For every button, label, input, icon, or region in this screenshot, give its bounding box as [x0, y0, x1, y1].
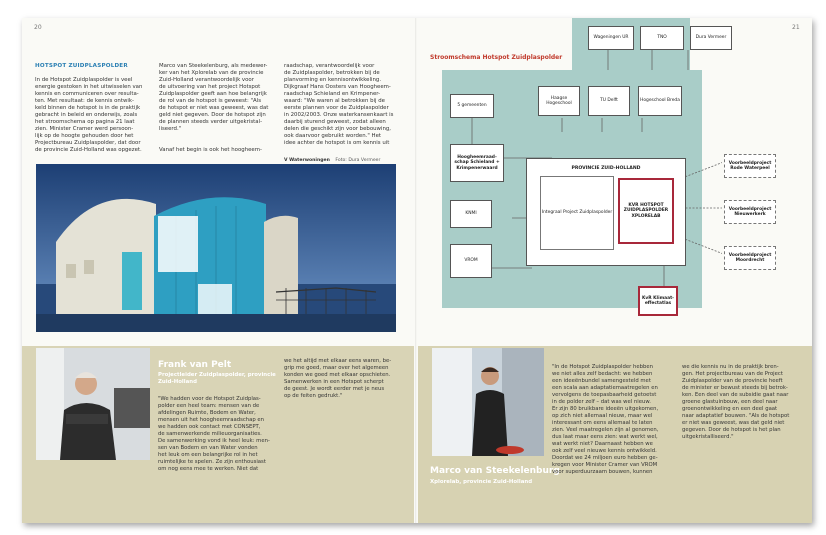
- box-dura-vermeer: Dura Vermeer: [690, 26, 732, 50]
- magazine-spread: [22, 18, 812, 523]
- page-number-right: 21: [792, 24, 800, 31]
- marco-quote-part-1: "In de Hotspot Zuidplaspolder hebben we niet alles zelf bedacht: we hebben een ideeënbundel samengesteld met een scala aan adaptatiemaatregelen en vervolgens de toepasbaarheid getoetst in de polder zelf – dat was wel nieuw. Er zijn 80 bruikbare ideeën uitgekomen, op zich niet allemaal nieuw, maar wel interessant om eens allemaal te laten zien. Veel maatregelen zijn al genomen, dus laat maar eens zien: wat werkt wel, wat werkt niet? Daarnaast hebben we ook zelf veel nieuwe kennis ontwikkeld. Doordat we 24 miljoen euro hebben ge- kregen voor Minister Cramer van VROM voor superduurzaam bouwen, kunnen: [552, 364, 659, 475]
- spine-shadow: [415, 18, 417, 523]
- box-vrom: VROM: [450, 244, 492, 278]
- marco-photo: [432, 348, 544, 456]
- box-tu-delft: TU Delft: [588, 86, 630, 116]
- column-2-paragraph-1: Marco van Steekelenburg, als medewer- ker van het Xplorelab van de provincie Zuid-Holland verantwoordelijk voor de uitvoering van het project Hotspot Zuidplaspolder geeft aan hoe belangrijk de rol van de hotspot is geweest: "Als de hotspot er niet was geweest, was dat geld niet gegeven. Door de hotspot zijn de plannen steeds verder uitgekristal- liseerd.": [159, 63, 269, 132]
- frank-quote-part-1: "We hadden voor de Hotspot Zuidplas- polder een heel team: mensen van de afdelingen Ruimte, Bodem en Water, mensen uit het hoogheemraadschap en we hadden ook contact met CONSEPT, de samenwerkende milieuorganisaties. De samenwerking vond ik heel leuk: men- sen van Bodem en van Water vonden het leuk om een belangrijke rol in het ruimtelijke te spelen. Ze zijn enthousiast om nog eens mee te werken. Niet dat: [158, 396, 270, 472]
- box-voorbeeldproject-2: Voorbeeldproject Nieuwerkerk: [724, 200, 776, 224]
- box-hoogheemraadschap: Hoogheemraad-schap Schieland + Krimpenerwaard: [450, 144, 504, 182]
- waterwoningen-photo: [36, 164, 396, 332]
- caption-credit: Foto: Dura Vermeer: [335, 158, 381, 163]
- section-heading: HOTSPOT ZUIDPLASPOLDER: [35, 63, 128, 69]
- column-3-text: raadschap, verantwoordelijk voor de Zuidplaspolder, betrokken bij de planvorming en kennisontwikkeling. Dijkgraaf Hans Oosters van Hoogheem- raadschap Schieland en Krimpener- waard: "We waren al betrokken bij de eerste plannen voor de Zuidplaspolder in 2002/2003. Onze waterkansenkaart is daarbij sturend geweest, zodat alleen delen die geschikt zijn voor bebouwing, ook daarvoor gebruikt worden." Het idee achter de hotspot is om kennis uit: [284, 63, 394, 146]
- box-klimaateffectatlas: KvR Klimaat-effectatlas: [638, 286, 678, 316]
- box-wageningen: Wageningen UR: [588, 26, 634, 50]
- box-voorbeeldproject-1: Voorbeeldproject Rode Waterpeel: [724, 154, 776, 178]
- box-tno: TNO: [640, 26, 684, 50]
- frank-role: Projectleider Zuidplaspolder, provincie Zuid-Holland: [158, 372, 276, 385]
- column-2-paragraph-2: Vanaf het begin is ook het hoogheem-: [159, 147, 262, 153]
- frank-quote-part-2: we het altijd met elkaar eens waren, be- grip me goed, maar over het algemeen konden we goed met elkaar opschieten. Samenwerken in een Hotspot scherpt de geest. Je wordt eerder met je neus op de feiten gedrukt.": [284, 358, 392, 399]
- box-haagse-hogeschool: Haagse Hogeschool: [538, 86, 580, 116]
- marco-role: Xplorelab, provincie Zuid-Holland: [430, 479, 533, 485]
- box-knmi: KNMI: [450, 200, 492, 228]
- column-2: [159, 56, 281, 168]
- frank-photo: [36, 348, 150, 460]
- page-number-left: 20: [34, 24, 42, 31]
- frank-name: Frank van Pelt: [158, 360, 232, 370]
- flow-chart-title: Stroomschema Hotspot Zuidplaspolder: [430, 54, 563, 61]
- box-gemeenten: 5 gemeenten: [450, 94, 494, 118]
- box-kvr-hotspot: KVR HOTSPOT ZUIDPLASPOLDER XPLORELAB: [618, 178, 674, 244]
- column-3: [284, 56, 412, 154]
- caption-label: V Waterwoningen: [284, 158, 330, 163]
- marco-name: Marco van Steekelenburg: [430, 466, 560, 476]
- marco-quote-part-2: we die kennis nu in de praktijk bren- gen. Het projectbureau van de Project Zuidplaspolder van de provincie heeft de minister er bewust steeds bij betrok- ken. Een deel van de subsidie gaat naar groene glastuinbouw, een deel naar groenontwikkeling en een deel gaat naar adaptatief bouwen. "Als de hotspot er niet was geweest, was dat geld niet gegeven. Door de hotspot is het plan uitgekristalliseerd.": [682, 364, 790, 440]
- box-integraal-project: Integraal Project Zuidplaspolder: [540, 176, 614, 250]
- box-voorbeeldproject-3: Voorbeeldproject Moordrecht: [724, 246, 776, 270]
- photo-caption: [284, 158, 380, 163]
- column-1: [35, 56, 147, 161]
- column-1-text: In de Hotspot Zuidplaspolder is veel energie gestoken in het uitwisselen van kennis en communiceren over resulta- ten. Met resultaat: de kennis ontwik- keld binnen de hotspot is in de praktijk gebracht in beleid en onderwijs, zoals het stroomschema op pagina 21 laat zien. Minister Cramer werd persoon- lijk op de hoogte gehouden door het Projectbureau Zuidplaspolder, dat door de provincie Zuid-Holland was opgezet.: [35, 77, 143, 153]
- box-hogeschool-breda: Hogeschool Breda: [638, 86, 682, 116]
- provincie-label: PROVINCIE ZUID-HOLLAND: [571, 166, 641, 171]
